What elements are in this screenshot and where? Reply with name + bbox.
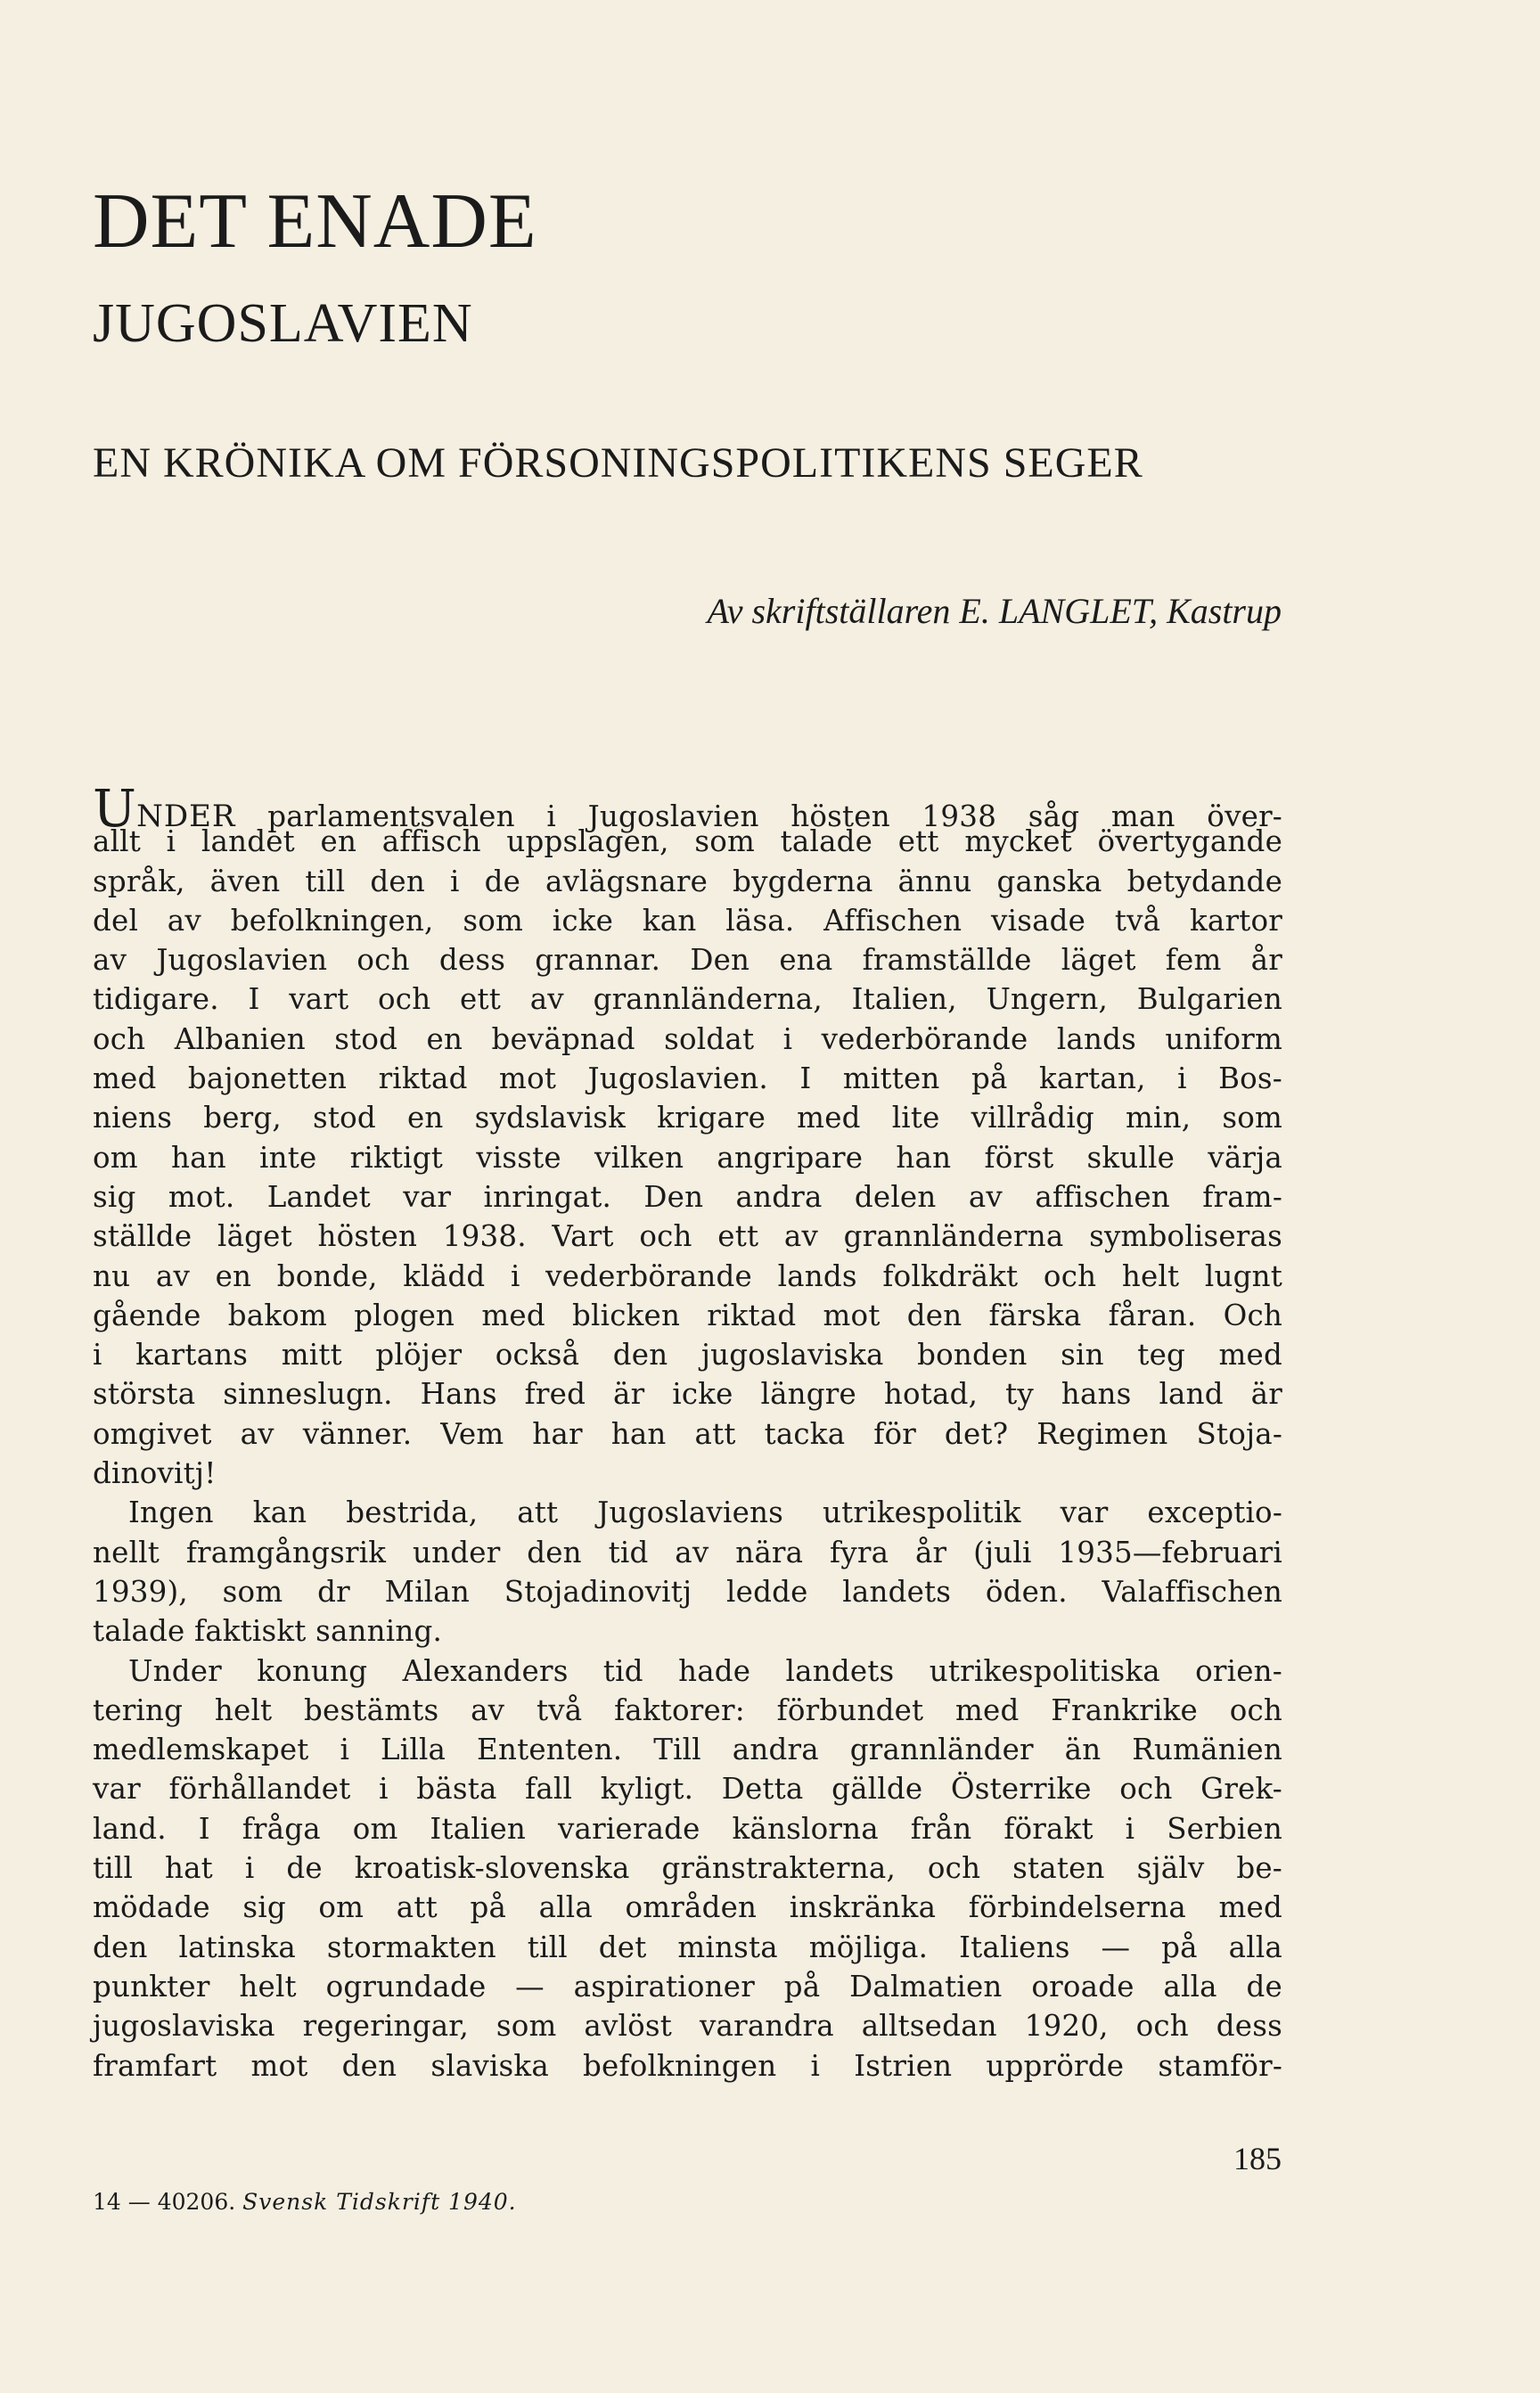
paragraph-line: till hat i de kroatisk-slovenska gränstrakterna, och staten själv be- (93, 1851, 1282, 1886)
paragraph-line: allt i landet en affisch uppslagen, som talade ett mycket övertygande (93, 824, 1282, 859)
paragraph-line: del av befolkningen, som icke kan läsa. Affischen visade två kartor (93, 903, 1282, 938)
paragraph-line: UNDER parlamentsvalen i Jugoslavien hösten 1938 såg man över- (93, 778, 1282, 839)
paragraph-line: Under konung Alexanders tid hade landets utrikespolitiska orien- (128, 1653, 1282, 1688)
paragraph-line: mödade sig om att på alla områden inskränka förbindelserna med (93, 1890, 1282, 1925)
paragraph-line: största sinneslugn. Hans fred är icke längre hotad, ty hans land är (93, 1377, 1282, 1412)
paragraph-line: och Albanien stod en beväpnad soldat i vederbörande lands uniform (93, 1021, 1282, 1056)
paragraph-line: tidigare. I vart och ett av grannländerna, Italien, Ungern, Bulgarien (93, 982, 1282, 1017)
paragraph-line: med bajonetten riktad mot Jugoslavien. I mitten på kartan, i Bos- (93, 1061, 1282, 1096)
paragraph-line: talade faktiskt sanning. (93, 1614, 443, 1649)
paragraph-3 (93, 1651, 1282, 2086)
paragraph-line: jugoslaviska regeringar, som avlöst varandra alltsedan 1920, och dess (93, 2009, 1282, 2044)
small-caps-word: NDER (136, 799, 236, 834)
paragraph-line: land. I fråga om Italien varierade känslorna från förakt i Serbien (93, 1811, 1282, 1846)
paragraph-line: gående bakom plogen med blicken riktad mot den färska fåran. Och (93, 1298, 1282, 1332)
paragraph-line: den latinska stormakten till det minsta möjliga. Italiens — på alla (93, 1930, 1282, 1964)
paragraph-line: sig mot. Landet var inringat. Den andra delen av affischen fram- (93, 1179, 1282, 1214)
paragraph-line: i kartans mitt plöjer också den jugoslaviska bonden sin teg med (93, 1338, 1282, 1373)
byline: Av skriftställaren E. LANGLET, Kastrup (707, 591, 1282, 631)
paragraph-line: om han inte riktigt visste vilken angripare han först skulle värja (93, 1140, 1282, 1175)
article-body (93, 778, 1282, 2086)
publication-name: Svensk Tidskrift 1940. (242, 2189, 517, 2215)
paragraph-1 (93, 778, 1282, 1493)
paragraph-line: niens berg, stod en sydslavisk krigare med lite villrådig min, som (93, 1101, 1282, 1135)
article-title-country: JUGOSLAVIEN (93, 293, 473, 354)
article-title: DET ENADE (93, 178, 537, 265)
paragraph-line: omgivet av vänner. Vem har han att tacka för det? Regimen Stoja- (93, 1416, 1282, 1451)
paragraph-line: Ingen kan bestrida, att Jugoslaviens utrikespolitik var exceptio- (128, 1496, 1282, 1530)
paragraph-line: nu av en bonde, klädd i vederbörande lands folkdräkt och helt lugnt (93, 1258, 1282, 1293)
paragraph-line: medlemskapet i Lilla Ententen. Till andra grannländer än Rumänien (93, 1733, 1282, 1767)
paragraph-line: ställde läget hösten 1938. Vart och ett av grannländerna symboliseras (93, 1219, 1282, 1254)
paragraph-line: av Jugoslavien och dess grannar. Den ena framställde läget fem år (93, 943, 1282, 978)
paragraph-line: 1939), som dr Milan Stojadinovitj ledde landets öden. Valaffischen (93, 1574, 1282, 1609)
paragraph-line: dinovitj! (93, 1456, 217, 1491)
footer-signature (93, 2191, 517, 2213)
printer-signature: 14 — 40206. (93, 2189, 236, 2215)
paragraph-line: språk, även till den i de avlägsnare bygderna ännu ganska betydande (93, 864, 1282, 898)
paragraph-2 (93, 1493, 1282, 1651)
paragraph-line: framfart mot den slaviska befolkningen i Istrien upprörde stamför- (93, 2048, 1282, 2083)
paragraph-line: punkter helt ogrundade — aspirationer på Dalmatien oroade alla de (93, 1969, 1282, 2004)
page-number: 185 (1233, 2141, 1282, 2176)
paragraph-line: tering helt bestämts av två faktorer: förbundet med Frankrike och (93, 1692, 1282, 1727)
article-subtitle: EN KRÖNIKA OM FÖRSONINGSPOLITIKENS SEGER (93, 439, 1143, 487)
drop-cap: U (93, 778, 137, 839)
paragraph-line: var förhållandet i bästa fall kyligt. Detta gällde Österrike och Grek- (93, 1772, 1282, 1807)
paragraph-line: nellt framgångsrik under den tid av nära fyra år (juli 1935—februari (93, 1535, 1282, 1569)
